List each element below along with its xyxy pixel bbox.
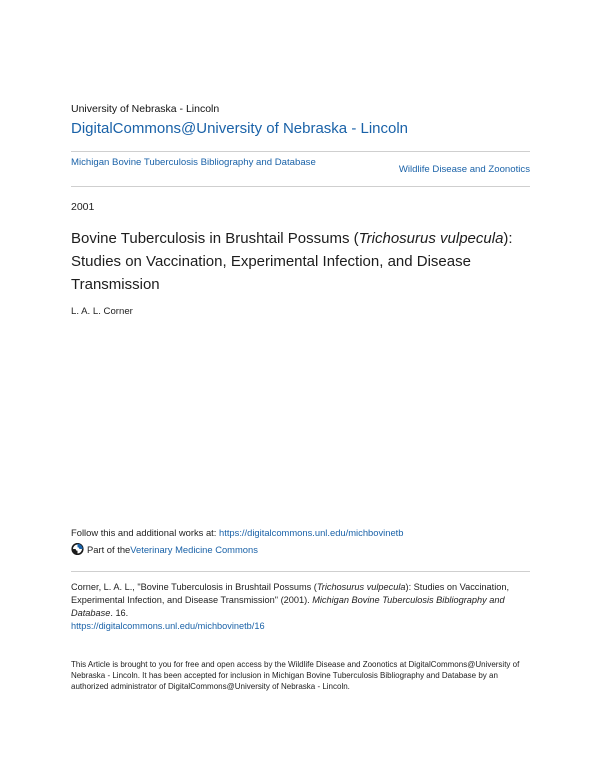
publication-year: 2001 [71,201,95,213]
recommended-citation [71,581,531,633]
bepress-commons-icon [71,543,84,555]
access-notice: This Article is brought to you for free and open access by the Wildlife Disease and Zoonotics at DigitalCommons@University of Nebraska - Lincoln. It has been accepted for inclusion in Michigan Bovine Tuberculosis Bibliography and Database by an authorized administrator of DigitalCommons@University of Nebraska - Lincoln. [71,660,520,691]
title-species: Trichosurus vulpecula [358,230,504,247]
divider [71,186,530,187]
divider [71,151,530,152]
author-name: L. A. L. Corner [71,306,133,317]
veterinary-medicine-commons-link[interactable]: Veterinary Medicine Commons [130,543,258,555]
follow-text: Follow this and additional works at: [71,527,219,538]
citation-suffix: . 16. [110,608,129,618]
divider [71,571,530,572]
follow-line [71,527,403,538]
title-part-1: Bovine Tuberculosis in Brushtail Possums ( [71,230,359,247]
citation-middle: ): Studies on Vaccination, Experimental Infection, and Disease Transmission" (2001). [71,582,510,605]
follow-url-link[interactable]: https://digitalcommons.unl.edu/michbovinetb [219,527,404,538]
series-link[interactable]: Michigan Bovine Tuberculosis Bibliography and Database [71,157,316,168]
citation-journal: Michigan Bovine Tuberculosis Bibliography and Database [71,595,505,618]
part-of-prefix: Part of the [87,543,131,555]
article-title [71,227,531,296]
community-link[interactable]: Wildlife Disease and Zoonotics [398,164,530,175]
institution-name: University of Nebraska - Lincoln [71,103,220,115]
repository-link[interactable]: DigitalCommons@University of Nebraska - Lincoln [71,120,409,137]
title-part-2: ): Studies on Vaccination, Experimental Infection, and Disease Transmission [71,230,513,293]
citation-lead: Corner, L. A. L., "Bovine Tuberculosis in Brushtail Possums ( [71,582,317,592]
part-of-line [71,543,258,555]
citation-species: Trichosurus vulpecula [316,582,406,592]
citation-url-link[interactable]: https://digitalcommons.unl.edu/michbovinetb/16 [71,621,265,631]
